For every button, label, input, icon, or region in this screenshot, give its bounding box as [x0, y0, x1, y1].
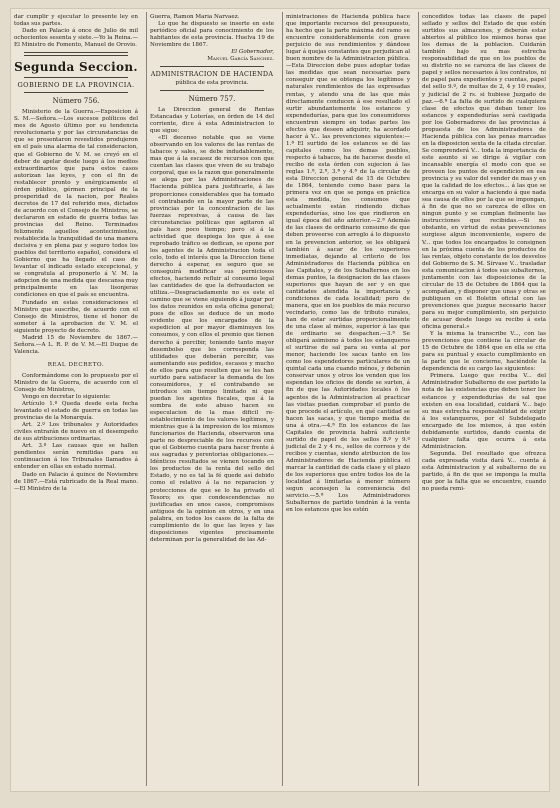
- divider: [160, 66, 264, 67]
- divider: [24, 77, 128, 78]
- column-1: [14, 14, 138, 784]
- text-paragraph: Y la misma la transcribe V..., con las prevenciones que contiene la circular de 15 de Octubre de 1864 que en ella se cita para su puntual y exacto cumplimiento en la parte que le concierne, haciéndole la dependencia de su cargo las siguientes:: [422, 331, 546, 373]
- column-rule: [418, 12, 419, 786]
- text-paragraph: Ministerio de la Guerra.—Exposicion á S. M.—Señora.—Los sucesos políticos del mes de Agosto último por su tendencia revolucionaria y por las circunstancias de que se presentaron revestidos produjeron en el país una alarma de tal consideracion, que el Gobierno de V. M. se creyó en el deber de apelar desde luego á los medios extraordinarios que para estos casos autorizan las leyes, y con el fin de restablecer pronto y enérgicamente el órden público, gérmen principal de la prosperidad de la nacion, por Reales decretos de 17 del referido mes, dictados de acuerdo con el Consejo de Ministros, se declararon en estado de guerra todas las provincias del Reino. Terminados felizmente aquellos acontecimientos, restablecida la tranquilidad de una manera decisiva y en plena paz y seguro todos los pueblos del territorio español, considera el Gobierno que ha llegado el caso de levantar el indicado estado excepcional, y se congratula al proponerlo á V. M. la adopcion de una medida que descansa muy principalmente en las lisonjeras condiciones en que el país se encuentra.: [14, 109, 138, 299]
- signature-name: Manuel García Sanchez.: [207, 56, 274, 63]
- text-paragraph: Lo que he dispuesto se inserte en este periódico oficial para conocimiento de los habitantes de esta provincia. Huelva 19 de Noviembre de 1867.: [150, 21, 274, 49]
- text-paragraph: Art. 2.º Los tribunales y Autoridades civiles entrarán de nuevo en el desempeño de sus atribuciones ordinarias.: [14, 422, 138, 443]
- column-rule: [146, 12, 147, 786]
- text-paragraph: Art. 3.º Las causas que se hallen pendientes serán remitidas para su continuacion á los Tribunales llamados á entender en ellas en estado normal.: [14, 443, 138, 471]
- text-paragraph: Primera. Luego que reciba V... del Administrador Subalterno de ese partido la nota de las existencias que deben tener los estancos y expendedurías de sal que existen en esa localidad, cuidará V... bajo su mas estrecha responsabilidad de exigir á los estanqueros, por el Subdelegado encargado de los mismos, á que estén debidamente surtidos, dando cuenta de cualquier falta que ocurra á esta Administracion.: [422, 373, 546, 450]
- administration-subheading: pública de esta provincia.: [175, 79, 249, 86]
- column-3: [286, 14, 410, 784]
- notice-number: Número 757.: [188, 94, 236, 103]
- text-paragraph: Dado en Palacio á once de Julio de mil ochocientos sesenta y siete.—Yo la Reina.—El Ministro de Fomento, Manuel de Orovio.: [14, 28, 138, 49]
- section-title: Segunda Seccion.: [14, 60, 138, 75]
- column-4: [422, 14, 546, 784]
- divider: [24, 52, 128, 56]
- text-paragraph: Conformándome con lo propuesto por el Ministro de la Guerra, de acuerdo con el Consejo de Ministros,: [14, 372, 138, 393]
- text-paragraph: La Direccion general de Rentas Estancadas y Loterías, en órden de 14 del corriente, dice á esta Administracion lo que sigue:: [150, 106, 274, 135]
- column-rule: [282, 12, 283, 786]
- text-paragraph: Fundado en estas consideraciones el Ministro que suscribe, de acuerdo con el Consejo de Ministros, tiene el honor de someter á la aprobacion de V. M. el siguiente proyecto de decreto.: [14, 299, 138, 334]
- column-2: [150, 14, 274, 784]
- text-paragraph: ministraciones de Hacienda pública hace que importante recursos del presupuesto, ha hecho que la parte máxima del ramo se encuentre considerablemente con grave perjuicio de sus rendimientos y dándose lugar á quejas constantes que perjudican al buen nombre de la Administracion pública.—Esta Direccion debe pues adoptar todas las medidas que sean necesarias para conseguir que se obtenga los legítimos y naturales rendimientos de las expresadas rentas, y atendo una de las que más directamente conducen á ese resultado el surtir abundantemente los estancos y expendedurías, para que los consumidores encuentren siempre en todas partes los efectos que deseen adquirir, ha acordado hacer á V... las prevenciones siguientes:—1.ª El surtido de los estancos se dé las capitales como los demas pueblos, respecto á tabacos, ha de hacerse desde el recibo de esta órden con sujecion á las reglas 1.ª, 2.ª, 3.ª y 4.ª de la circular de esta Direccion general de 15 de Octubre de 1864, teniendo como base para la primera vez en que se ponga en práctica esta medida, los consumos que actualmente están rindiendo dichas expendedurías, sino los que rindieron en igual época del año anterior.—2.ª Además de las clases de ordinario consumo de que deben proveerse con arreglo á lo dispuesto en la prevencion anterior, se les obligará también á sacar de los superiores inmediatas, dejando al criterio de los Administradores de Hacienda pública en las Capitales, y de los Subalternos en los demas puntos, la designacion de las clases superiores que hayan de ser y en que cantidades atendida la importancia y condiciones de cada localidad; pero de manera, que en los pueblos de más recurso vecindario, como las de tributo rurales, han de estar surtidas proporcionalmente de una clase al ménos, superior á las que de ordinario se despachen.—3.ª Se obligará asimismo á todos los estanqueros el surtirse de sal para su venta al por menor, haciendo los sacas tanto en los como los espendedores particulares de un quintal cada una cuando ménos, y deberán conservar unos y otros los venden que los espendan los oficios de donde se surten, á fin de que las Autoridades locales ó los agentes de la Administracion al practicar las visitas puedan comprobar el punto de que procede el artículo, en qué cantidad se hacen las sacas, y que tiempo media de una á otra.—4.ª En los estancos de las Capitales de provincia habrá suficiente surtido de papel de los sellos 8.º y 9.º judicial de 2 y 4 rs., sellos de correos y de recibos y cuentas, siendo atribucion de los Administradores de Hacienda pública el marcar la cantidad de cada clase y el plazo de los superiores que entre todos los de la localidad á limitarlas á menor número segun aconsejen la conveniencia del servicio.—5.ª Los Administradores Subalternos de partido tendrán á la venta en los estancos que les estén: [286, 14, 410, 514]
- decree-heading: REAL DECRETO.: [47, 361, 105, 368]
- notice-number: Número 756.: [52, 97, 100, 106]
- administration-heading: ADMINISTRACION DE HACIENDA: [150, 70, 274, 79]
- text-paragraph: «El decenso notable que se viene observando en los valores de las rentas de tabacos y sales, se debe indudablemente, mas que á la escasez de recursos con que cuentan las clases que viven de su trabajo corporal, que es la razon que generalmente se alega por las Administraciones de Hacienda pública para justificarle, á las proporciones considerables que ha tomado el contrabando en la mayor parte de las provincias por la concentracion de las fuerzas represivas, á causa de las circunstancias políticas que agitaron al país hace poco tiempo; pero si á la actividad que despiega los que á ese reprobado tráfico se dedican, se opone por los agentes de la Administracion toda el celo, todo el interés que la Direccion tiene derecho á esperar, es seguro que se conseguirá modificar sus perniciosos efectos, haciendo refluir al consumo legal las cantidades de que la defraudacion se utiliza.—Desgraciadamente no es este el camino que se viene siguiendo á juzgar por los datos reunidos en esta oficina general; pues de ellos se deduce de un modo evidente que los encargados de la espedicion al por mayor disminuyen los consumos, y con ellos el premio que tienen derecho á percibir, teniendo tanto mayor desembolso que les corresponda las utilidades que deberán percibir, vas aumentando sus pedidos, escasos y mucho de ellos para que resulten que se les han surtido para satisfacer la demanda de los consumidores, y el contrabando se introduce sin tiempo limitado ni que puedan los agentes fiscales, que á la sombra de este abuso hacen su especulacion de la mas dificil re-establecimiento de los valores legítimos, y mientras que á la impresion de los mismos funcionarios de Hacienda, observaron una parte no despreciable de los recursos con que el Gobierno cuenta para hacer frente á sus sagradas y perentorias obligaciones.—Idénticos resultados se vienen tocando en los productos de la renta del sello del Estado, y no es tal la fé quede así debido como el relativo á la no reparacion y protecciones de que se lo ha privado el Tesoro; es que condescendencias no justificadas en unos casos, compromisos antiguos de la opinion en otros, y en una palabra, en todos los casos de la falta de cumplimiento de lo que las leyes y las disposiciones vigentes precisamente determinan por la generalidad de las Ad-: [150, 135, 274, 543]
- signature-title: El Gobernador,: [231, 49, 274, 56]
- text-paragraph: Vengo en decretar lo siguiente:: [22, 394, 111, 401]
- text-paragraph: Guerra, Ramon María Narvaez.: [150, 14, 240, 20]
- text-paragraph: concedidos todas las clases de papel sellado y sellos del Estado de que estén surtidos sus almacenes, y deberán estar abiertos al público los mismos horas que los demas de la poblacion. Cuidarán también bajo su mas estrecha responsabilidad de que en los pueblos de su distrito no se carezca de las clases de papel y sellos necesarios á los contratos, ni de papel para expedientes y cuentas, papel del sello 9.º, de multas de 2, 4 y 10 reales, y judicial de 2 rs. si hubiese Juzgado de paz.—6.ª La falta de surtido de cualquiera clase de efectos que deban tener los estancos y expendedurías será castigada por los Gobernadores de las provincias á propuesta de los Administradores de Hacienda pública con las penas marcadas en la disposicion sexta de la citada circular. Se comprenderá V... toda la importancia de este asunto si se dirige á vigilar con incansable energía el modo con que se proveen los puntos de espendicion en esa provincia y su valor del vender de mas y en que la calidad de los efectos... á las que se encarga en su valor a haciendo á que nada sea causa de ellos por la que se impongan, á fin de que no se carezca de ellos en ningun punto y se cumplan fielmente las instrucciones que recibidas.—Si no obstante, en virtud de estas prevenciones surgiese algun inconveniente, espero de V... que todos los encargados lo consignen en la próxima cuenta de los productos de las rentas, objeto constante de los desvelos del Gobierno de S. M. Sírvase V... trasladar esta comunicacion á todos sus subalternos, juntamente con las disposiciones de la circular de 15 de Octubre de 1864 que la acompañan, y disponer que unas y otras se publiquen en el Boletin oficial con las prevenciones que juzgue necesario hacer para su mejor cumplimiento, sin perjuicio de acusar desde luego su recibo á esta oficina general.»: [422, 14, 546, 331]
- text-paragraph: dar cumplir y ejecutar lo presente ley en todas sus partes.: [14, 14, 138, 28]
- newspaper-page: [10, 8, 550, 792]
- text-paragraph: Artículo 1.º Queda desde esta fecha levantado el estado de guerra en todas las provincias de la Monarquía.: [14, 401, 138, 422]
- text-paragraph: Segunda. Del resultado que ofrezca cada expresada visita dará V... cuenta á esta Administracion y al subalterno de su partido, á fin de que se imponga la multa que por la falta que se encuentre, cuando no pueda remi-: [422, 450, 546, 493]
- government-heading: GOBIERNO DE LA PROVINCIA.: [17, 81, 135, 90]
- text-paragraph: Dado en Palacio á quince de Noviembre de 1867.—Está rubricado de la Real mano.—El Ministro de la: [14, 471, 138, 492]
- divider: [160, 90, 264, 91]
- text-paragraph: Madrid 15 de Noviembre de 1867.—Señora.—A L. R. P. de V. M.—El Duque de Valencia.: [14, 334, 138, 355]
- divider: [24, 92, 128, 93]
